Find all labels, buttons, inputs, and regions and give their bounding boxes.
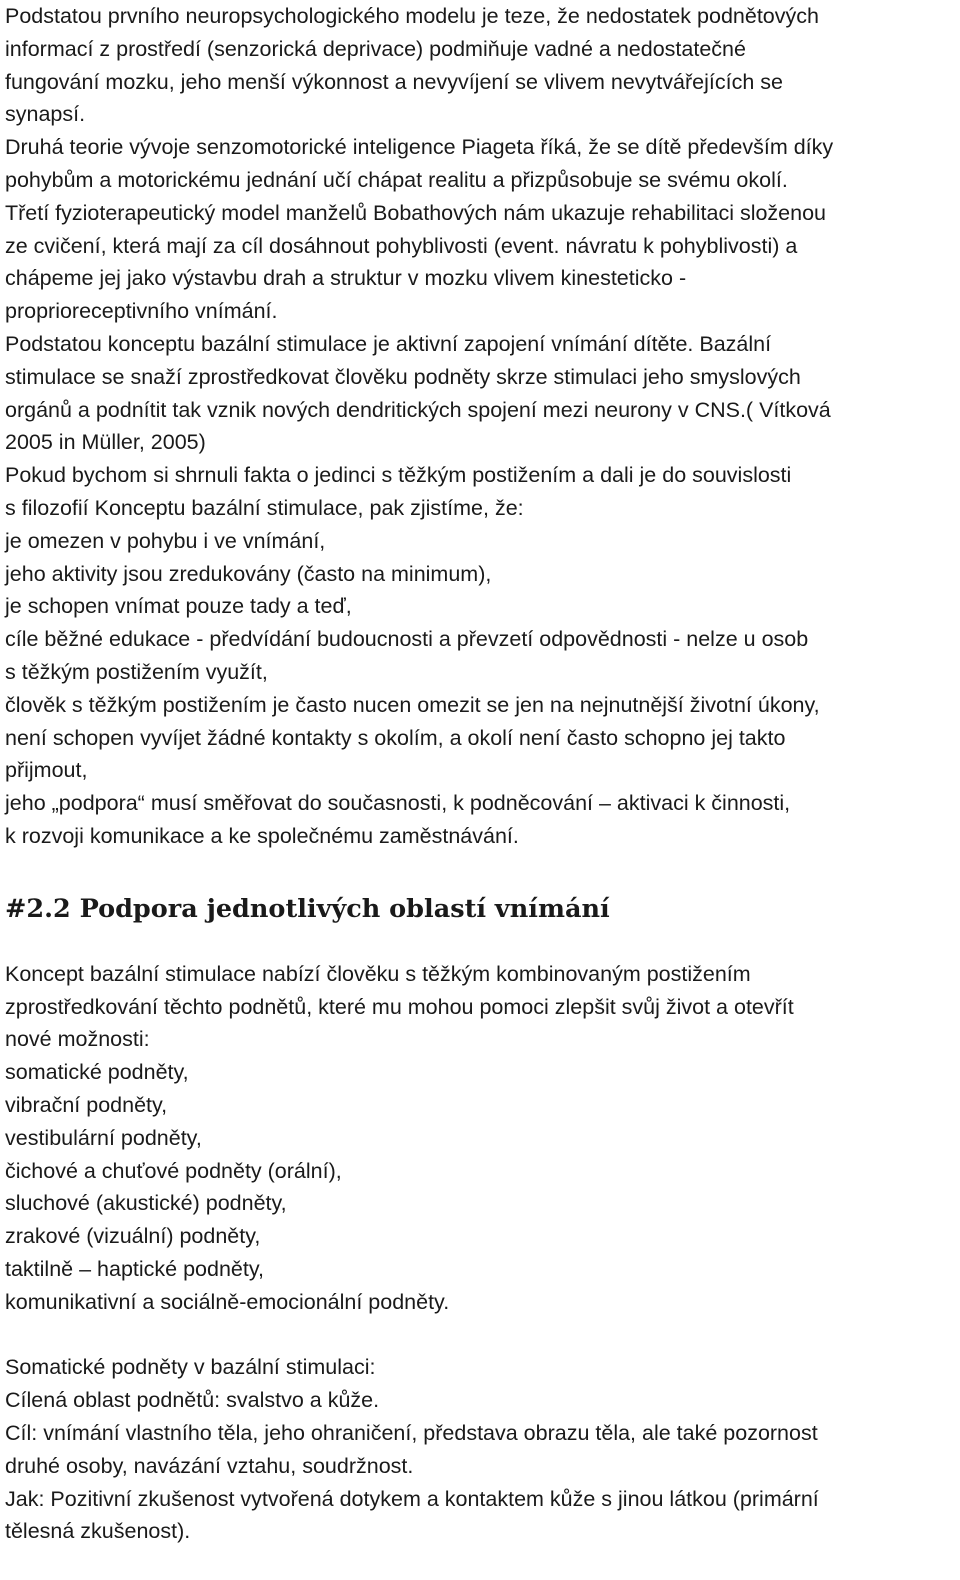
text-line: Somatické podněty v bazální stimulaci: [5, 1355, 376, 1380]
list-item: vestibulární podněty, [5, 1125, 202, 1150]
list-item: taktilně – haptické podněty, [5, 1256, 264, 1281]
text-line: Koncept bazální stimulace nabízí člověku s těžkým kombinovaným postižením [5, 961, 751, 986]
text-line: chápeme jej jako výstavbu drah a struktur v mozku vlivem kinesteticko - [5, 266, 687, 291]
text-line: synapsí. [5, 102, 86, 127]
spacer [5, 926, 955, 958]
paragraph-neuropsychological-model [5, 0, 955, 131]
paragraph-summary-list [5, 459, 955, 853]
text-line: nové možnosti: [5, 1027, 150, 1052]
list-item: s těžkým postižením využít, [5, 659, 268, 684]
text-line: Podstatou prvního neuropsychologického modelu je teze, že nedostatek podnětových [5, 4, 819, 28]
text-line: ze cvičení, která mají za cíl dosáhnout pohyblivosti (event. návratu k pohyblivosti) a [5, 233, 798, 258]
list-item: jeho „podpora“ musí směřovat do současnosti, k podněcování – aktivaci k činnosti, [5, 791, 791, 816]
text-line: fungování mozku, jeho menší výkonnost a nevyvíjení se vlivem nevytvářejících se [5, 69, 783, 94]
list-item: k rozvoji komunikace a ke společnému zaměstnávání. [5, 823, 519, 848]
paragraph-bobath-model [5, 197, 955, 328]
paragraph-section-intro [5, 958, 955, 1319]
text-line: Pokud bychom si shrnuli fakta o jedinci s těžkým postižením a dali je do souvislosti [5, 463, 792, 488]
text-line: orgánů a podnítit tak vznik nových dendritických spojení mezi neurony v CNS.( Vítková [5, 397, 831, 422]
text-line: Cílená oblast podnětů: svalstvo a kůže. [5, 1388, 380, 1413]
text-line: proprioreceptivního vnímání. [5, 299, 278, 324]
spacer [5, 1318, 955, 1351]
text-line: Cíl: vnímání vlastního těla, jeho ohraničení, představa obrazu těla, ale také pozornost [5, 1421, 818, 1446]
text-line: Jak: Pozitivní zkušenost vytvořená dotykem a kontaktem kůže s jinou látkou (primární [5, 1486, 819, 1511]
paragraph-basal-stimulation-concept [5, 328, 955, 459]
list-item: čichové a chuťové podněty (orální), [5, 1158, 342, 1183]
list-item: přijmout, [5, 758, 88, 783]
list-item: jeho aktivity jsou zredukovány (často na minimum), [5, 561, 492, 586]
list-item: cíle běžné edukace - předvídání budoucnosti a převzetí odpovědnosti - nelze u osob [5, 627, 809, 652]
text-line: 2005 in Müller, 2005) [5, 430, 206, 455]
list-item: člověk s těžkým postižením je často nucen omezit se jen na nejnutnější životní úkony, [5, 692, 820, 717]
list-item: somatické podněty, [5, 1060, 189, 1085]
text-line: druhé osoby, navázání vztahu, soudržnost. [5, 1453, 414, 1478]
text-line: pohybům a motorickému jednání učí chápat realitu a přizpůsobuje se svému okolí. [5, 167, 788, 192]
paragraph-somatic-stimuli [5, 1351, 955, 1548]
list-item: komunikativní a sociálně-emocionální podněty. [5, 1289, 450, 1314]
text-line: Druhá teorie vývoje senzomotorické inteligence Piageta říká, že se dítě především díky [5, 135, 834, 160]
text-line: informací z prostředí (senzorická deprivace) podmiňuje vadné a nedostatečné [5, 36, 746, 61]
text-line: Třetí fyzioterapeutický model manželů Bobathových nám ukazuje rehabilitaci složenou [5, 200, 827, 225]
text-line: Podstatou konceptu bazální stimulace je aktivní zapojení vnímání dítěte. Bazální [5, 331, 772, 356]
list-item: vibrační podněty, [5, 1092, 168, 1117]
list-item: je omezen v pohybu i ve vnímání, [5, 528, 326, 553]
text-line: stimulace se snaží zprostředkovat člověku podněty skrze stimulaci jeho smyslových [5, 364, 801, 389]
section-heading: #2.2 Podpora jednotlivých oblastí vnímání [5, 893, 610, 924]
list-item: je schopen vnímat pouze tady a teď, [5, 594, 352, 619]
document-page [5, 0, 955, 1548]
text-line: zprostředkování těchto podnětů, které mu mohou pomoci zlepšit svůj život a otevřít [5, 994, 794, 1019]
list-item: sluchové (akustické) podněty, [5, 1191, 287, 1216]
spacer [5, 853, 955, 893]
list-item: zrakové (vizuální) podněty, [5, 1224, 261, 1249]
list-item: není schopen vyvíjet žádné kontakty s okolím, a okolí není často schopno jej takto [5, 725, 786, 750]
text-line: s filozofií Konceptu bazální stimulace, pak zjistíme, že: [5, 495, 524, 520]
paragraph-piaget-theory [5, 131, 955, 197]
text-line: tělesná zkušenost). [5, 1519, 191, 1544]
